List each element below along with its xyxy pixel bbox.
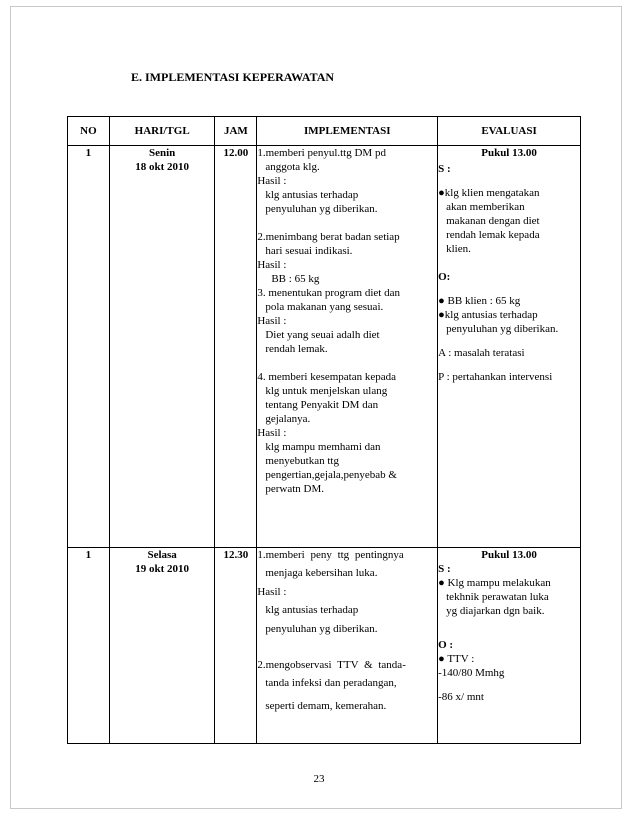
impl-line: 1.memberi penyul.ttg DM pd <box>257 147 386 159</box>
impl-line: tentang Penyakit DM dan <box>265 399 379 411</box>
eval-line: ●klg klien mengatakan <box>438 187 540 199</box>
impl-line: seperti demam, kemerahan. <box>265 700 387 712</box>
impl-line: 2.mengobservasi TTV & tanda- <box>257 659 406 671</box>
evaluation-cell <box>438 548 581 744</box>
impl-line: 3. menentukan program diet dan <box>257 287 400 299</box>
eval-line: ● TTV : <box>438 653 475 665</box>
row-date: 18 okt 2010 <box>135 161 190 173</box>
impl-line: BB : 65 kg <box>271 273 320 285</box>
impl-line: 1.memberi peny ttg pentingnya <box>257 549 404 561</box>
table-row <box>68 548 581 744</box>
eval-line: penyuluhan yg diberikan. <box>446 323 559 335</box>
implementation-table <box>67 116 581 744</box>
impl-line: klg antusias terhadap <box>265 604 359 616</box>
eval-line: klien. <box>446 243 471 255</box>
impl-line: pengertian,gejala,penyebab & <box>265 469 397 481</box>
eval-objective-label: O : <box>438 639 454 651</box>
page-number: 23 <box>313 773 325 785</box>
row-day-cell <box>109 548 215 744</box>
eval-subjective-label: S : <box>438 563 451 575</box>
eval-time: Pukul 13.00 <box>481 147 537 159</box>
eval-line: makanan dengan diet <box>446 215 540 227</box>
impl-line: klg mampu memhami dan <box>265 441 381 453</box>
eval-line: ● Klg mampu melakukan <box>438 577 551 589</box>
implementation-cell <box>257 548 438 744</box>
impl-line: gejalanya. <box>265 413 311 425</box>
row-day: Senin <box>149 147 176 159</box>
impl-line: hari sesuai indikasi. <box>265 245 353 257</box>
eval-line: tekhnik perawatan luka <box>446 591 549 603</box>
impl-line: penyuluhan yg diberikan. <box>265 623 378 635</box>
eval-line: yg diajarkan dgn baik. <box>446 605 545 617</box>
impl-line: Diet yang seuai adalh diet <box>265 329 380 341</box>
eval-line: -140/80 Mmhg <box>438 667 505 679</box>
eval-assessment: A : masalah teratasi <box>438 347 525 359</box>
eval-subjective-label: S : <box>438 163 451 175</box>
impl-line: 4. memberi kesempatan kepada <box>257 371 397 383</box>
impl-line: klg untuk menjelskan ulang <box>265 385 388 397</box>
table-header-row <box>68 117 581 146</box>
eval-plan: P : pertahankan intervensi <box>438 371 553 383</box>
row-time: 12.00 <box>215 146 257 548</box>
row-day: Selasa <box>147 549 177 561</box>
column-header-time: JAM <box>215 117 257 146</box>
impl-result-label: Hasil : <box>257 315 287 327</box>
impl-line: menyebutkan ttg <box>265 455 339 467</box>
column-header-implementation: IMPLEMENTASI <box>257 117 438 146</box>
impl-result-label: Hasil : <box>257 175 287 187</box>
impl-line: anggota klg. <box>265 161 320 173</box>
table-row <box>68 146 581 548</box>
row-day-cell <box>109 146 215 548</box>
impl-line: 2.menimbang berat badan setiap <box>257 231 400 243</box>
section-heading: E. IMPLEMENTASI KEPERAWATAN <box>131 70 335 84</box>
column-header-day: HARI/TGL <box>109 117 215 146</box>
column-header-evaluation: EVALUASI <box>438 117 581 146</box>
impl-line: perwatn DM. <box>265 483 324 495</box>
eval-line: ● BB klien : 65 kg <box>438 295 521 307</box>
impl-line: penyuluhan yg diberikan. <box>265 203 378 215</box>
row-date: 19 okt 2010 <box>135 563 190 575</box>
eval-line: ●klg antusias terhadap <box>438 309 538 321</box>
impl-result-label: Hasil : <box>257 586 287 598</box>
row-number: 1 <box>68 146 110 548</box>
impl-result-label: Hasil : <box>257 427 287 439</box>
row-number: 1 <box>68 548 110 744</box>
impl-line: tanda infeksi dan peradangan, <box>265 677 397 689</box>
eval-line: akan memberikan <box>446 201 525 213</box>
implementation-cell <box>257 146 438 548</box>
eval-objective-label: O: <box>438 271 451 283</box>
eval-line: -86 x/ mnt <box>438 691 484 703</box>
impl-line: rendah lemak. <box>265 343 328 355</box>
impl-line: menjaga kebersihan luka. <box>265 567 378 579</box>
impl-line: pola makanan yang sesuai. <box>265 301 384 313</box>
impl-result-label: Hasil : <box>257 259 287 271</box>
column-header-no: NO <box>68 117 110 146</box>
eval-time: Pukul 13.00 <box>481 549 537 561</box>
eval-line: rendah lemak kepada <box>446 229 540 241</box>
impl-line: klg antusias terhadap <box>265 189 359 201</box>
evaluation-cell <box>438 146 581 548</box>
row-time: 12.30 <box>215 548 257 744</box>
